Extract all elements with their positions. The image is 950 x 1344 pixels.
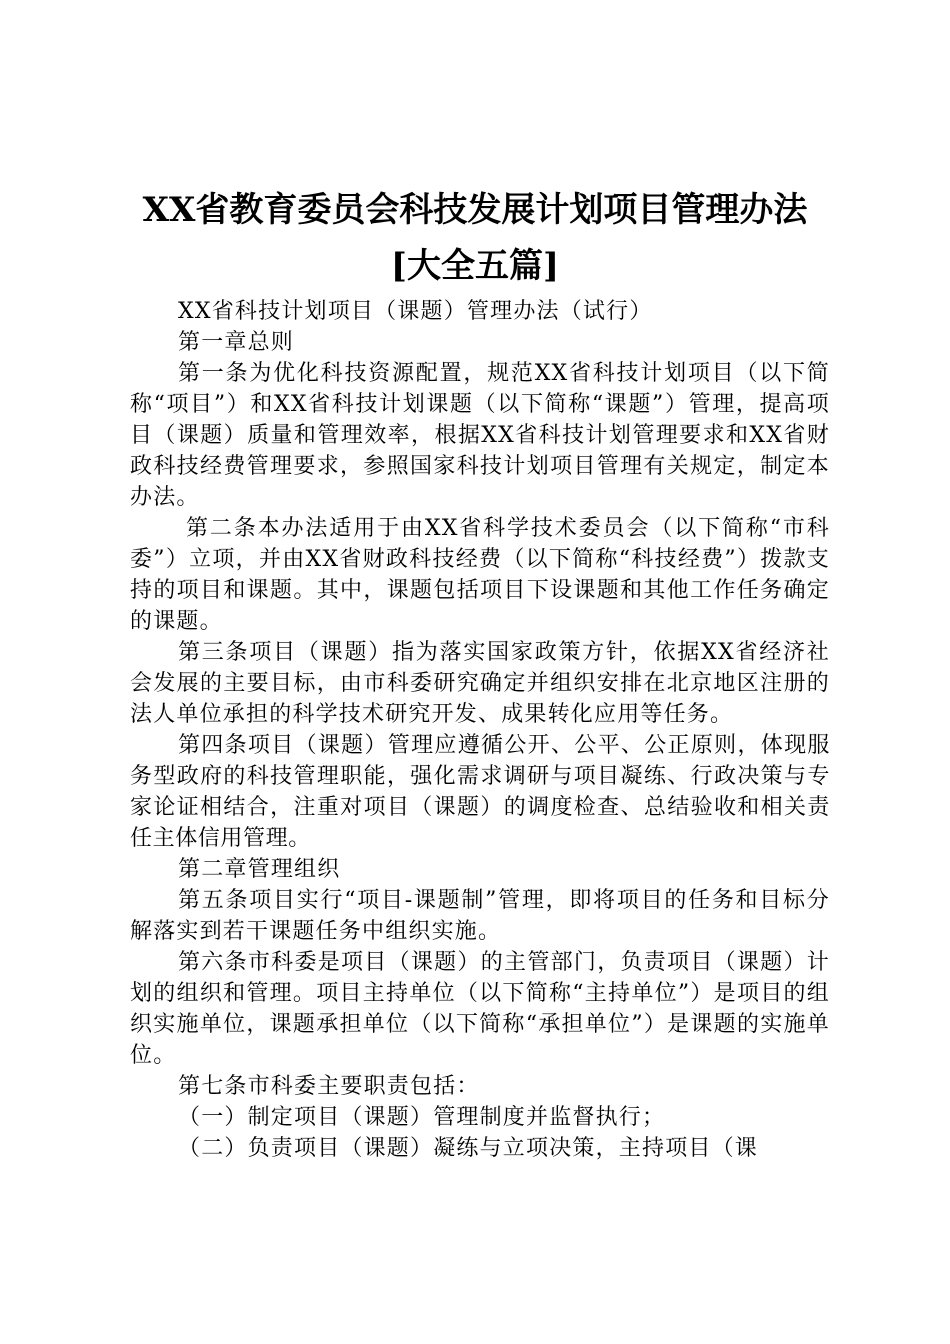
document-title-line-1: XX省教育委员会科技发展计划项目管理办法 <box>142 190 808 230</box>
paragraph-item-1: （一）制定项目（课题）管理制度并监督执行； <box>178 1105 666 1130</box>
paragraph-item-2: （二）负责项目（课题）凝练与立项决策，主持项目（课 <box>178 1136 759 1161</box>
paragraph-chapter-1: 第一章总则 <box>178 330 295 355</box>
paragraph-article-2: 第二条本办法适用于由XX省科学技术委员会（以下简称“市科委”）立项，并由XX省财政科技经费（以下简称“科技经费”）拨款支持的项目和课题。其中，课题包括项目下设课题和其他工作任务确定的课题。 <box>130 516 830 634</box>
paragraph-article-3: 第三条项目（课题）指为落实国家政策方针，依据XX省经济社会发展的主要目标，由市科委研究确定并组织安排在北京地区注册的法人单位承担的科学技术研究开发、成果转化应用等任务。 <box>130 640 830 727</box>
document-body <box>130 296 830 1164</box>
paragraph-article-7: 第七条市科委主要职责包括： <box>178 1074 480 1099</box>
paragraph-article-6: 第六条市科委是项目（课题）的主管部门，负责项目（课题）计划的组织和管理。项目主持单位（以下简称“主持单位”）是项目的组织实施单位，课题承担单位（以下简称“承担单位”）是课题的实施单位。 <box>130 950 830 1068</box>
paragraph-article-1: 第一条为优化科技资源配置，规范XX省科技计划项目（以下简称“项目”）和XX省科技计划课题（以下简称“课题”）管理，提高项目（课题）质量和管理效率，根据XX省科技计划管理要求和XX省财政科技经费管理要求，参照国家科技计划项目管理有关规定，制定本办法。 <box>130 361 830 510</box>
paragraph-article-4: 第四条项目（课题）管理应遵循公开、公平、公正原则，体现服务型政府的科技管理职能，强化需求调研与项目凝练、行政决策与专家论证相结合，注重对项目（课题）的调度检查、总结验收和相关责任主体信用管理。 <box>130 733 830 851</box>
paragraph-article-5: 第五条项目实行“项目-课题制”管理，即将项目的任务和目标分解落实到若干课题任务中组织实施。 <box>130 888 830 944</box>
paragraph-subtitle: XX省科技计划项目（课题）管理办法（试行） <box>178 299 653 324</box>
paragraph-chapter-2: 第二章管理组织 <box>178 857 341 882</box>
document-title-line-2: [大全五篇] <box>390 246 560 286</box>
